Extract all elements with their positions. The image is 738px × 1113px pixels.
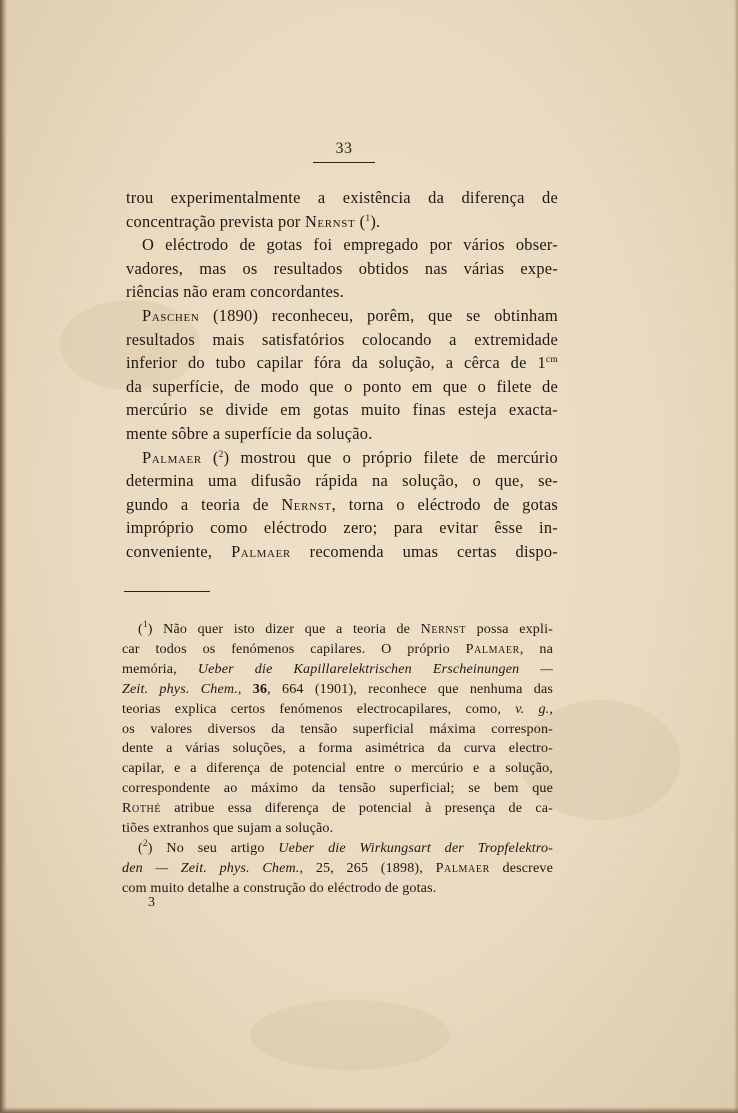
text-run: riências não eram concordantes. bbox=[126, 282, 344, 302]
page-number: 33 bbox=[335, 140, 353, 157]
page-left-edge bbox=[0, 0, 7, 1113]
text-run: , bbox=[549, 700, 554, 717]
text-run: gundo a teoria de bbox=[126, 494, 282, 514]
text-run: , torna o eléctrodo de gotas bbox=[331, 494, 558, 514]
text-run: concentração prevista por bbox=[126, 211, 305, 231]
text-run: ( bbox=[138, 839, 143, 856]
text-run: inferior do tubo capilar fóra da solução, a cêrca de 1 bbox=[126, 353, 546, 373]
body-line bbox=[126, 351, 558, 375]
footnote-line bbox=[122, 640, 553, 660]
italic-citation: v. g. bbox=[515, 700, 550, 717]
text-run: capilar, e a diferença de potencial entre o mercúrio e a solução, bbox=[122, 760, 553, 777]
text-run: trou experimentalmente a existência da diferença de bbox=[126, 188, 558, 207]
author-name: Nernst bbox=[304, 211, 356, 231]
author-name: Palmaer bbox=[231, 541, 291, 561]
text-run: ) mostrou que o próprio filete de mercúrio bbox=[223, 447, 558, 467]
text-run: teorias explica certos fenómenos electrocapilares, como, bbox=[122, 700, 516, 717]
text-run: mercúrio se divide em gotas muito finas esteja exacta- bbox=[126, 400, 558, 420]
body-line bbox=[126, 446, 558, 470]
text-run: mente sôbre a superfície da solução. bbox=[126, 423, 373, 443]
superscript: 1 bbox=[142, 620, 148, 630]
footnote-line bbox=[122, 799, 553, 819]
footnote-line bbox=[122, 620, 553, 640]
page-right-edge bbox=[734, 0, 738, 1113]
body-line bbox=[126, 422, 558, 446]
paper-stain bbox=[250, 1000, 450, 1070]
body-line bbox=[126, 257, 558, 281]
footnotes bbox=[122, 620, 553, 899]
printer-signature-mark: 3 bbox=[148, 895, 155, 910]
text-run: O eléctrodo de gotas foi empregado por vários obser- bbox=[142, 235, 558, 255]
text-run: ( bbox=[138, 621, 143, 637]
text-run: , bbox=[237, 680, 253, 697]
page-number-rule bbox=[313, 162, 375, 163]
author-name: Palmaer bbox=[465, 640, 520, 657]
author-name: Rothé bbox=[122, 800, 162, 817]
italic-citation: den — Zeit. phys. Chem. bbox=[122, 859, 300, 876]
author-name: Palmaer bbox=[435, 859, 490, 876]
footnote-line bbox=[122, 680, 553, 700]
footnote-line bbox=[122, 759, 553, 779]
page-bottom-edge bbox=[0, 1107, 738, 1113]
text-run: com muito detalhe a construção do eléctrodo de gotas. bbox=[122, 879, 437, 896]
text-run: ). bbox=[370, 211, 381, 231]
footnote-line bbox=[122, 779, 553, 799]
superscript: 1 bbox=[365, 213, 371, 224]
footnote-separator bbox=[124, 591, 210, 592]
body-line bbox=[126, 493, 558, 517]
body-text bbox=[126, 186, 558, 564]
text-run: ) Não quer isto dizer que a teoria de bbox=[147, 621, 421, 637]
body-line bbox=[126, 304, 558, 328]
text-run: dente a várias soluções, a forma asimétrica da curva electro- bbox=[122, 740, 553, 757]
footnote-line bbox=[122, 720, 553, 740]
text-run: atribue essa diferença de potencial à presença de ca- bbox=[161, 800, 553, 817]
body-line bbox=[126, 280, 558, 304]
text-run: , 25, 265 (1898), bbox=[299, 859, 436, 876]
italic-citation: Ueber die Wirkungsart der Tropfelektro- bbox=[278, 839, 553, 856]
text-run: correspondente ao máximo da tensão superficial; se bem que bbox=[122, 780, 553, 797]
body-line bbox=[126, 210, 558, 234]
text-run: conveniente, bbox=[126, 541, 232, 561]
footnote-line bbox=[122, 839, 553, 859]
text-run: , 664 (1901), reconhece que nenhuma das bbox=[267, 680, 553, 697]
italic-citation: Zeit. phys. Chem. bbox=[122, 680, 238, 697]
body-line bbox=[126, 233, 558, 257]
body-line bbox=[126, 540, 558, 564]
text-run: (1890) reconheceu, porêm, que se obtinham bbox=[199, 305, 558, 325]
text-run: tiões extranhos que sujam a solução. bbox=[122, 820, 334, 837]
text-run: ) No seu artigo bbox=[147, 839, 279, 856]
text-run: determina uma difusão rápida na solução, o que, se- bbox=[126, 471, 558, 491]
body-line bbox=[126, 328, 558, 352]
text-run: os valores diversos da tensão superficial máxima correspon- bbox=[122, 720, 553, 737]
text-run: vadores, mas os resultados obtidos nas várias expe- bbox=[126, 258, 558, 278]
volume-number: 36 bbox=[252, 680, 268, 697]
footnote-line bbox=[122, 819, 553, 839]
footnote-line bbox=[122, 660, 553, 680]
superscript: cm bbox=[545, 355, 558, 366]
text-run: da superfície, de modo que o ponto em que o filete de bbox=[126, 376, 558, 396]
text-run: car todos os fenómenos capilares. O próprio bbox=[122, 640, 466, 657]
footnote-line bbox=[122, 739, 553, 759]
text-run: ( bbox=[201, 447, 219, 467]
text-run: possa expli- bbox=[466, 621, 553, 637]
superscript: 2 bbox=[142, 838, 148, 849]
text-run: , na bbox=[519, 640, 553, 657]
footnote-line bbox=[122, 700, 553, 720]
text-run: recomenda umas certas dispo- bbox=[290, 541, 558, 561]
body-line bbox=[126, 375, 558, 399]
body-line bbox=[126, 186, 558, 210]
body-line bbox=[126, 516, 558, 540]
author-name: Palmaer bbox=[142, 447, 202, 467]
text-run: memória, bbox=[122, 660, 198, 677]
italic-citation: Ueber die Kapillarelektrischen Erscheinungen — bbox=[197, 660, 553, 677]
text-run: ( bbox=[355, 211, 366, 231]
author-name: Nernst bbox=[281, 494, 332, 514]
text-run: impróprio como eléctrodo zero; para evitar êsse in- bbox=[126, 518, 558, 538]
text-run: descreve bbox=[489, 859, 553, 876]
body-line bbox=[126, 398, 558, 422]
author-name: Nernst bbox=[420, 621, 467, 637]
body-line bbox=[126, 469, 558, 493]
text-run: resultados mais satisfatórios colocando a extremidade bbox=[126, 329, 558, 349]
footnote-line bbox=[122, 859, 553, 879]
superscript: 2 bbox=[218, 449, 224, 460]
author-name: Paschen bbox=[142, 305, 200, 325]
footnote-line bbox=[122, 879, 553, 899]
